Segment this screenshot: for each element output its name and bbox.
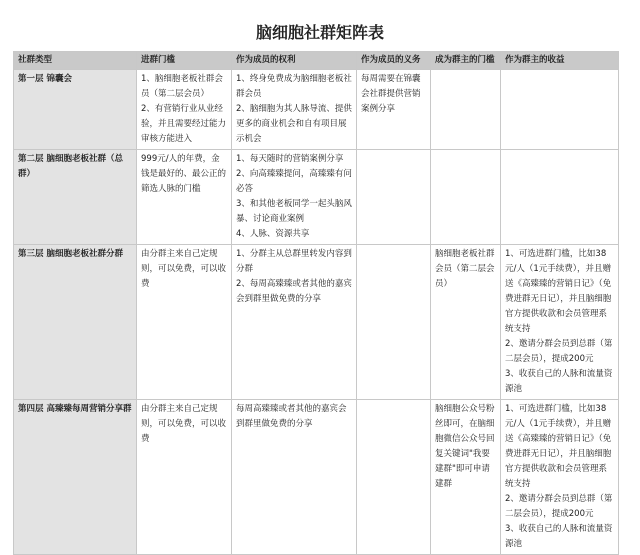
table-cell: 1、每天随时的营销案例分享 2、向高臻臻提问，高臻臻有问必答 3、和其他老板同学一起头脑风暴、讨论商业案例 4、人脉、资源共享 xyxy=(232,150,357,245)
table-cell: 由分群主来自己定规则，可以免费，可以收费 xyxy=(137,245,232,400)
table-cell: 1、可选进群门槛，比如38元/人（1元手续费），并且赠送《高臻臻的营销日记》（免费进群无日记），并且脑细胞官方提供收款和会员管理系统支持 2、邀请分群会员到总群（第二层会员），提成200元 3、收获自己的人脉和流量资源池 xyxy=(501,400,619,555)
table-row xyxy=(14,400,619,555)
table-cell: 1、可选进群门槛，比如38元/人（1元手续费），并且赠送《高臻臻的营销日记》（免费进群无日记），并且脑细胞官方提供收款和会员管理系统支持 2、邀请分群会员到总群（第二层会员），提成200元 3、收获自己的人脉和流量资源池 xyxy=(501,245,619,400)
column-header-member-duties: 作为成员的义务 xyxy=(357,52,431,70)
row-label-tier-4: 第四层 高臻臻每周营销分享群 xyxy=(14,400,137,555)
table-cell xyxy=(501,150,619,245)
table-cell xyxy=(431,70,501,150)
table-cell: 1、脑细胞老板社群会员（第二层会员） 2、有营销行业从业经验，并且需要经过能力审核方能进入 xyxy=(137,70,232,150)
page-title: 脑细胞社群矩阵表 xyxy=(255,23,384,42)
table-cell: 1、分群主从总群里转发内容到分群 2、每周高臻臻或者其他的嘉宾会到群里做免费的分享 xyxy=(232,245,357,400)
table-row xyxy=(14,150,619,245)
table-cell xyxy=(357,150,431,245)
table-cell xyxy=(501,70,619,150)
table-cell: 由分群主来自己定规则，可以免费，可以收费 xyxy=(137,400,232,555)
table-cell: 每周需要在锦囊会社群提供营销案例分享 xyxy=(357,70,431,150)
table-cell: 1、终身免费成为脑细胞老板社群会员 2、脑细胞为其人脉导流、提供更多的商业机会和自有项目展示机会 xyxy=(232,70,357,150)
table-cell xyxy=(431,150,501,245)
table-cell xyxy=(357,245,431,400)
column-header-member-rights: 作为成员的权利 xyxy=(232,52,357,70)
column-header-entry-threshold: 进群门槛 xyxy=(137,52,232,70)
table-cell: 每周高臻臻或者其他的嘉宾会到群里做免费的分享 xyxy=(232,400,357,555)
table-cell: 脑细胞老板社群会员（第二层会员） xyxy=(431,245,501,400)
column-header-community-type: 社群类型 xyxy=(14,52,137,70)
table-row xyxy=(14,245,619,400)
table-cell xyxy=(357,400,431,555)
row-label-tier-2: 第二层 脑细胞老板社群（总群） xyxy=(14,150,137,245)
column-header-owner-benefits: 作为群主的收益 xyxy=(501,52,619,70)
row-label-tier-1: 第一层 锦囊会 xyxy=(14,70,137,150)
community-matrix-table xyxy=(13,51,619,555)
table-row xyxy=(14,70,619,150)
column-header-owner-threshold: 成为群主的门槛 xyxy=(431,52,501,70)
header-row xyxy=(14,52,619,70)
table-cell: 脑细胞公众号粉丝即可，在脑细胞微信公众号回复关键词"我要建群"即可申请建群 xyxy=(431,400,501,555)
table-cell: 999元/人的年费，金钱是最好的、最公正的筛选人脉的门槛 xyxy=(137,150,232,245)
row-label-tier-3: 第三层 脑细胞老板社群分群 xyxy=(14,245,137,400)
